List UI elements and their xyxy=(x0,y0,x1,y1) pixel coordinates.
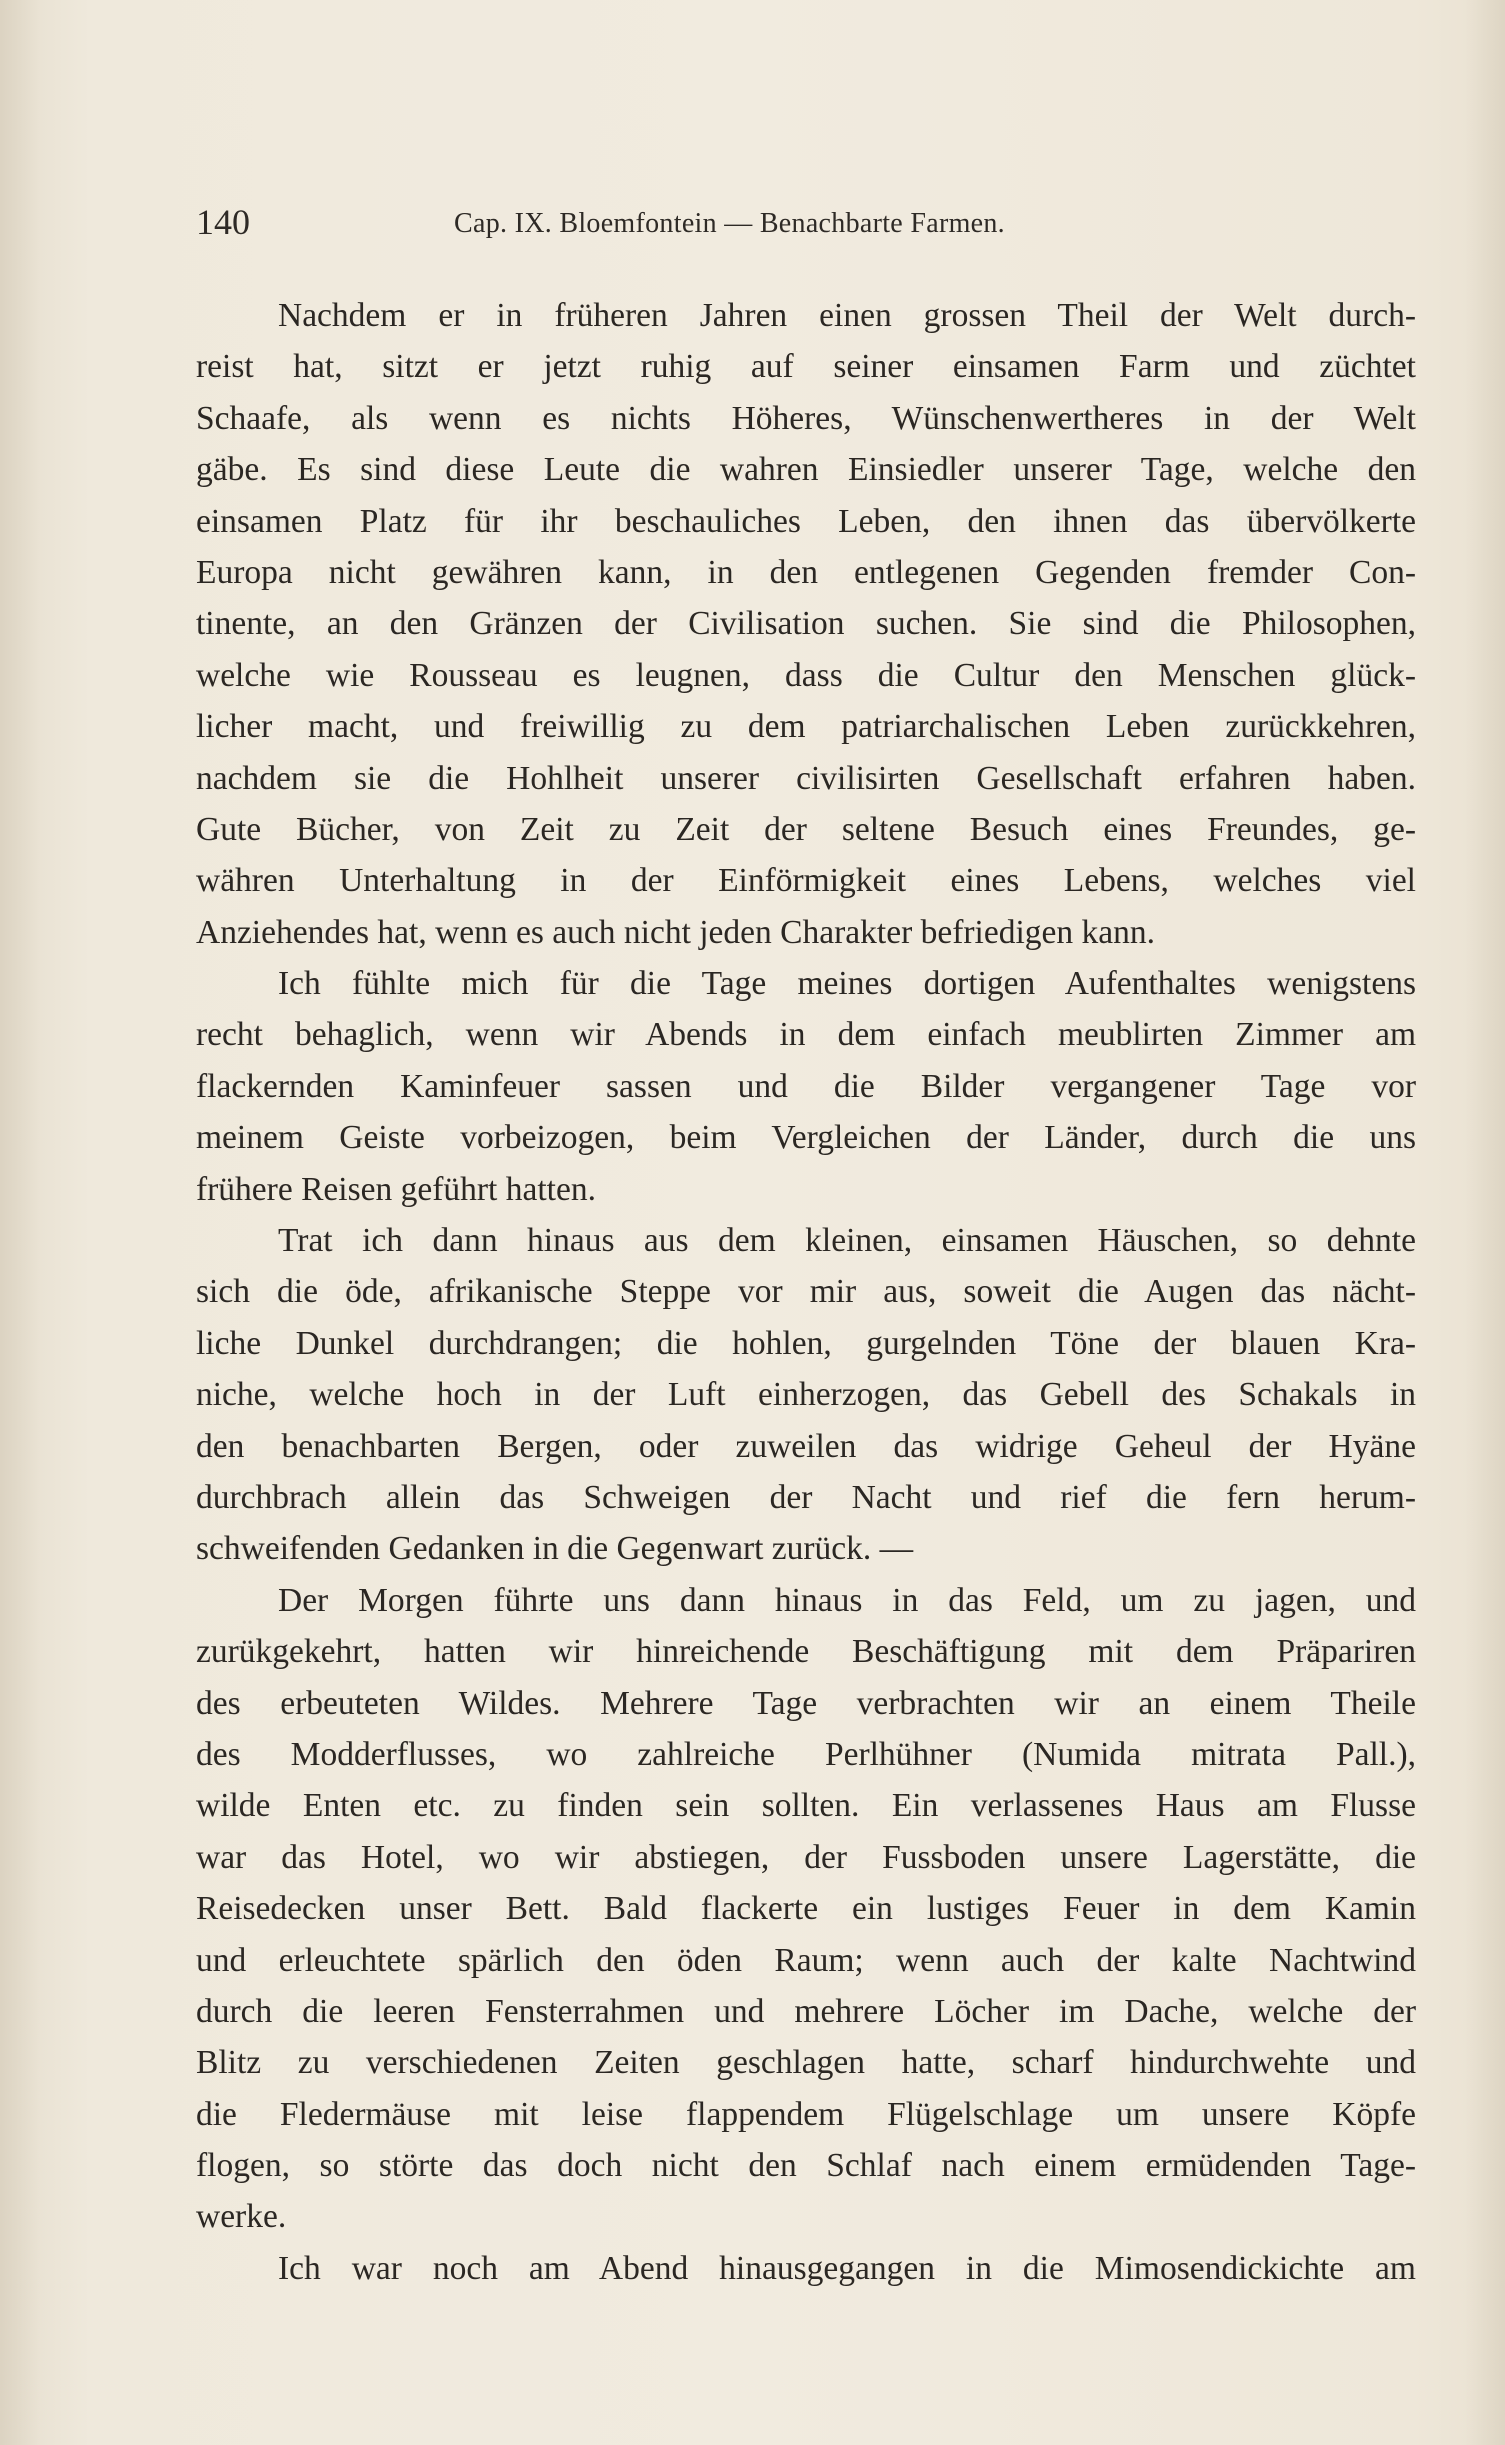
text-line: liche Dunkel durchdrangen; die hohlen, gurgelnden Töne der blauen Kra- xyxy=(196,1324,1416,1362)
text-line: flackernden Kaminfeuer sassen und die Bilder vergangener Tage vor xyxy=(196,1067,1416,1105)
text-line: wilde Enten etc. zu finden sein sollten. Ein verlassenes Haus am Flusse xyxy=(196,1787,1416,1825)
text-line: tinente, an den Gränzen der Civilisation suchen. Sie sind die Philosophen, xyxy=(196,605,1416,643)
text-line: Trat ich dann hinaus aus dem kleinen, einsamen Häuschen, so dehnte xyxy=(278,1222,1416,1260)
page-edge-shadow-left xyxy=(0,0,40,2445)
text-line: flogen, so störte das doch nicht den Schlaf nach einem ermüdenden Tage- xyxy=(196,2147,1416,2185)
text-line: licher macht, und freiwillig zu dem patriarchalischen Leben zurückkehren, xyxy=(196,708,1416,746)
text-line: währen Unterhaltung in der Einförmigkeit eines Lebens, welches viel xyxy=(196,862,1416,900)
page-header xyxy=(196,198,1216,258)
text-line: Blitz zu verschiedenen Zeiten geschlagen hatte, scharf hindurchwehte und xyxy=(196,2044,1416,2082)
text-line: meinem Geiste vorbeizogen, beim Vergleichen der Länder, durch die uns xyxy=(196,1119,1416,1157)
text-line: sich die öde, afrikanische Steppe vor mir aus, soweit die Augen das nächt- xyxy=(196,1273,1416,1311)
paragraph xyxy=(196,2243,1416,2294)
text-line: gäbe. Es sind diese Leute die wahren Einsiedler unserer Tage, welche den xyxy=(196,451,1416,489)
text-line: Anziehendes hat, wenn es auch nicht jeden Charakter befriedigen kann. xyxy=(196,913,1156,951)
text-line: Nachdem er in früheren Jahren einen grossen Theil der Welt durch- xyxy=(278,297,1416,334)
text-line: den benachbarten Bergen, oder zuweilen das widrige Geheul der Hyäne xyxy=(196,1427,1416,1465)
paragraph xyxy=(196,1575,1416,2243)
text-line: durch die leeren Fensterrahmen und mehrere Löcher im Dache, welche der xyxy=(196,1992,1416,2030)
text-line: welche wie Rousseau es leugnen, dass die Cultur den Menschen glück- xyxy=(196,656,1416,694)
text-line: Der Morgen führte uns dann hinaus in das Feld, um zu jagen, und xyxy=(278,1581,1416,1619)
text-line: nachdem sie die Hohlheit unserer civilisirten Gesellschaft erfahren haben. xyxy=(196,759,1416,797)
text-line: Europa nicht gewähren kann, in den entlegenen Gegenden fremder Con- xyxy=(196,553,1416,591)
paragraph xyxy=(196,958,1416,1215)
text-line: niche, welche hoch in der Luft einherzogen, das Gebell des Schakals in xyxy=(196,1376,1416,1414)
text-line: des erbeuteten Wildes. Mehrere Tage verbrachten wir an einem Theile xyxy=(196,1684,1416,1722)
text-line: frühere Reisen geführt hatten. xyxy=(196,1170,596,1208)
body-text xyxy=(196,290,1416,2294)
text-line: einsamen Platz für ihr beschauliches Leben, den ihnen das übervölkerte xyxy=(196,502,1416,540)
text-line: Gute Bücher, von Zeit zu Zeit der seltene Besuch eines Freundes, ge- xyxy=(196,810,1416,848)
text-line: durchbrach allein das Schweigen der Nacht und rief die fern herum- xyxy=(196,1478,1416,1516)
text-line: Reisedecken unser Bett. Bald flackerte ein lustiges Feuer in dem Kamin xyxy=(196,1890,1416,1928)
running-title: Cap. IX. Bloemfontein — Benachbarte Farmen. xyxy=(454,208,1005,239)
text-line: Ich fühlte mich für die Tage meines dortigen Aufenthaltes wenigstens xyxy=(278,965,1416,1003)
text-line: reist hat, sitzt er jetzt ruhig auf seiner einsamen Farm und züchtet xyxy=(196,348,1416,386)
text-line: und erleuchtete spärlich den öden Raum; wenn auch der kalte Nachtwind xyxy=(196,1941,1416,1979)
text-line: Ich war noch am Abend hinausgegangen in die Mimosendickichte am xyxy=(278,2249,1416,2287)
paragraph xyxy=(196,1215,1416,1575)
page-edge-shadow-right xyxy=(1465,0,1505,2445)
text-line: werke. xyxy=(196,2198,287,2236)
page-number: 140 xyxy=(196,202,250,242)
text-line: zurükgekehrt, hatten wir hinreichende Beschäftigung mit dem Präpariren xyxy=(196,1633,1416,1671)
text-line: Schaafe, als wenn es nichts Höheres, Wünschenwertheres in der Welt xyxy=(196,399,1416,437)
text-line: schweifenden Gedanken in die Gegenwart zurück. — xyxy=(196,1530,914,1568)
text-line: die Fledermäuse mit leise flappendem Flügelschlage um unsere Köpfe xyxy=(196,2095,1416,2133)
text-line: des Modderflusses, wo zahlreiche Perlhühner (Numida mitrata Pall.), xyxy=(196,1735,1416,1773)
text-line: war das Hotel, wo wir abstiegen, der Fussboden unsere Lagerstätte, die xyxy=(196,1838,1416,1876)
paragraph xyxy=(196,290,1416,958)
text-line: recht behaglich, wenn wir Abends in dem einfach meublirten Zimmer am xyxy=(196,1016,1416,1054)
